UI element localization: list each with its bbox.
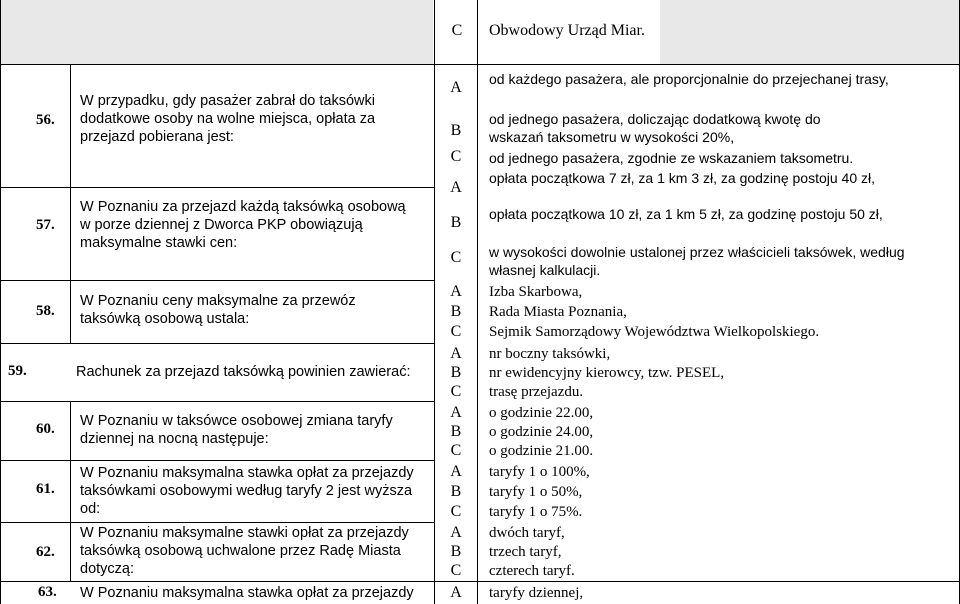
header-shade-left <box>0 0 433 64</box>
answer-letter: A <box>450 404 462 421</box>
answer-letter: A <box>450 283 462 300</box>
question-text: W Poznaniu za przejazd każdą taksówką osobową w porze dziennej z Dworca PKP obowiązują maksymalne stawki cen: <box>80 199 406 251</box>
answer-letter: B <box>450 214 462 231</box>
question-text: W przypadku, gdy pasażer zabrał do taksówki dodatkowe osoby na wolne miejsca, opłata za przejazd pobierana jest: <box>80 93 376 145</box>
column-divider <box>434 0 435 604</box>
answer-letter: A <box>450 524 462 541</box>
row-divider <box>0 280 434 281</box>
header-answer-text: Obwodowy Urząd Miar. <box>489 22 645 39</box>
answer-text: taryfy 1 o 50%, <box>489 484 583 500</box>
answer-letter: B <box>450 423 462 440</box>
answer-letter: C <box>450 383 462 400</box>
header-shade-right <box>660 0 960 64</box>
answer-letter: A <box>450 79 462 96</box>
row-divider <box>0 581 960 582</box>
column-divider <box>70 64 71 344</box>
answer-text: o godzinie 21.00. <box>489 443 594 459</box>
row-divider <box>0 187 434 188</box>
question-text: Rachunek za przejazd taksówką powinien zawierać: <box>76 364 411 380</box>
question-text: W Poznaniu maksymalne stawki opłat za przejazdy taksówką osobową uchwalone przez Radę Miasta dotyczą: <box>80 525 409 577</box>
question-number: 62. <box>36 544 55 560</box>
answer-letter: A <box>450 463 462 480</box>
answer-text: Izba Skarbowa, <box>489 284 583 300</box>
answer-text: od jednego pasażera, doliczając dodatkową kwotę do wskazań taksometru w wysokości 20%, <box>489 111 821 145</box>
answer-text: nr ewidencyjny kierowcy, tzw. PESEL, <box>489 365 725 381</box>
answer-letter: C <box>450 503 462 520</box>
answer-letter: C <box>450 148 462 165</box>
answer-text: o godzinie 24.00, <box>489 424 594 440</box>
row-divider <box>0 460 434 461</box>
answer-text: nr boczny taksówki, <box>489 346 611 362</box>
answer-text: trzech taryf, <box>489 544 562 560</box>
question-text: W Poznaniu w taksówce osobowej zmiana taryfy dziennej na nocną następuje: <box>80 413 393 447</box>
answer-text: w wysokości dowolnie ustalonej przez właścicieli taksówek, według własnej kalkulacji. <box>489 244 905 278</box>
answer-letter: B <box>450 364 462 381</box>
answer-letter: B <box>450 122 462 139</box>
question-number: 63. <box>38 584 57 600</box>
answer-letter: B <box>450 483 462 500</box>
row-divider <box>0 401 434 402</box>
answer-letter: A <box>450 345 462 362</box>
question-number: 60. <box>36 421 55 437</box>
answer-letter: B <box>450 543 462 560</box>
answer-text: opłata początkowa 10 zł, za 1 km 5 zł, za godzinę postoju 50 zł, <box>489 206 883 222</box>
answer-text: od każdego pasażera, ale proporcjonalnie do przejechanej trasy, <box>489 71 889 87</box>
row-divider <box>0 343 434 344</box>
question-text: W Poznaniu maksymalna stawka opłat za przejazdy taksówkami osobowymi według taryfy 2 jest wyższa od: <box>80 465 414 517</box>
answer-text: taryfy 1 o 75%. <box>489 504 583 520</box>
header-answer-letter: C <box>451 22 463 39</box>
question-number: 61. <box>36 481 55 497</box>
answer-text: dwóch taryf, <box>489 525 565 541</box>
answer-text: o godzinie 22.00, <box>489 405 594 421</box>
answer-text: czterech taryf. <box>489 563 575 579</box>
question-number: 56. <box>36 112 55 128</box>
row-divider <box>0 64 960 65</box>
answer-letter: A <box>450 584 462 601</box>
answer-letter: A <box>450 179 462 196</box>
question-number: 59. <box>8 363 27 379</box>
column-divider <box>70 401 71 581</box>
answer-text: trasę przejazdu. <box>489 384 584 400</box>
answer-letter: C <box>450 562 462 579</box>
row-divider <box>0 522 434 523</box>
question-text: W Poznaniu ceny maksymalne za przewóz taksówką osobową ustala: <box>80 293 356 327</box>
column-divider <box>477 0 478 604</box>
answer-text: Rada Miasta Poznania, <box>489 304 627 320</box>
answer-letter: C <box>450 442 462 459</box>
question-number: 58. <box>36 303 55 319</box>
question-number: 57. <box>36 217 55 233</box>
answer-text: taryfy dziennej, <box>489 585 584 601</box>
answer-text: opłata początkowa 7 zł, za 1 km 3 zł, za godzinę postoju 40 zł, <box>489 170 875 186</box>
question-text: W Poznaniu maksymalna stawka opłat za przejazdy <box>80 585 414 601</box>
answer-letter: C <box>450 323 462 340</box>
answer-letter: B <box>450 303 462 320</box>
answer-text: taryfy 1 o 100%, <box>489 464 590 480</box>
answer-letter: C <box>450 249 462 266</box>
column-divider <box>0 0 1 604</box>
answer-text: od jednego pasażera, zgodnie ze wskazaniem taksometru. <box>489 150 854 166</box>
answer-text: Sejmik Samorządowy Województwa Wielkopolskiego. <box>489 324 820 340</box>
